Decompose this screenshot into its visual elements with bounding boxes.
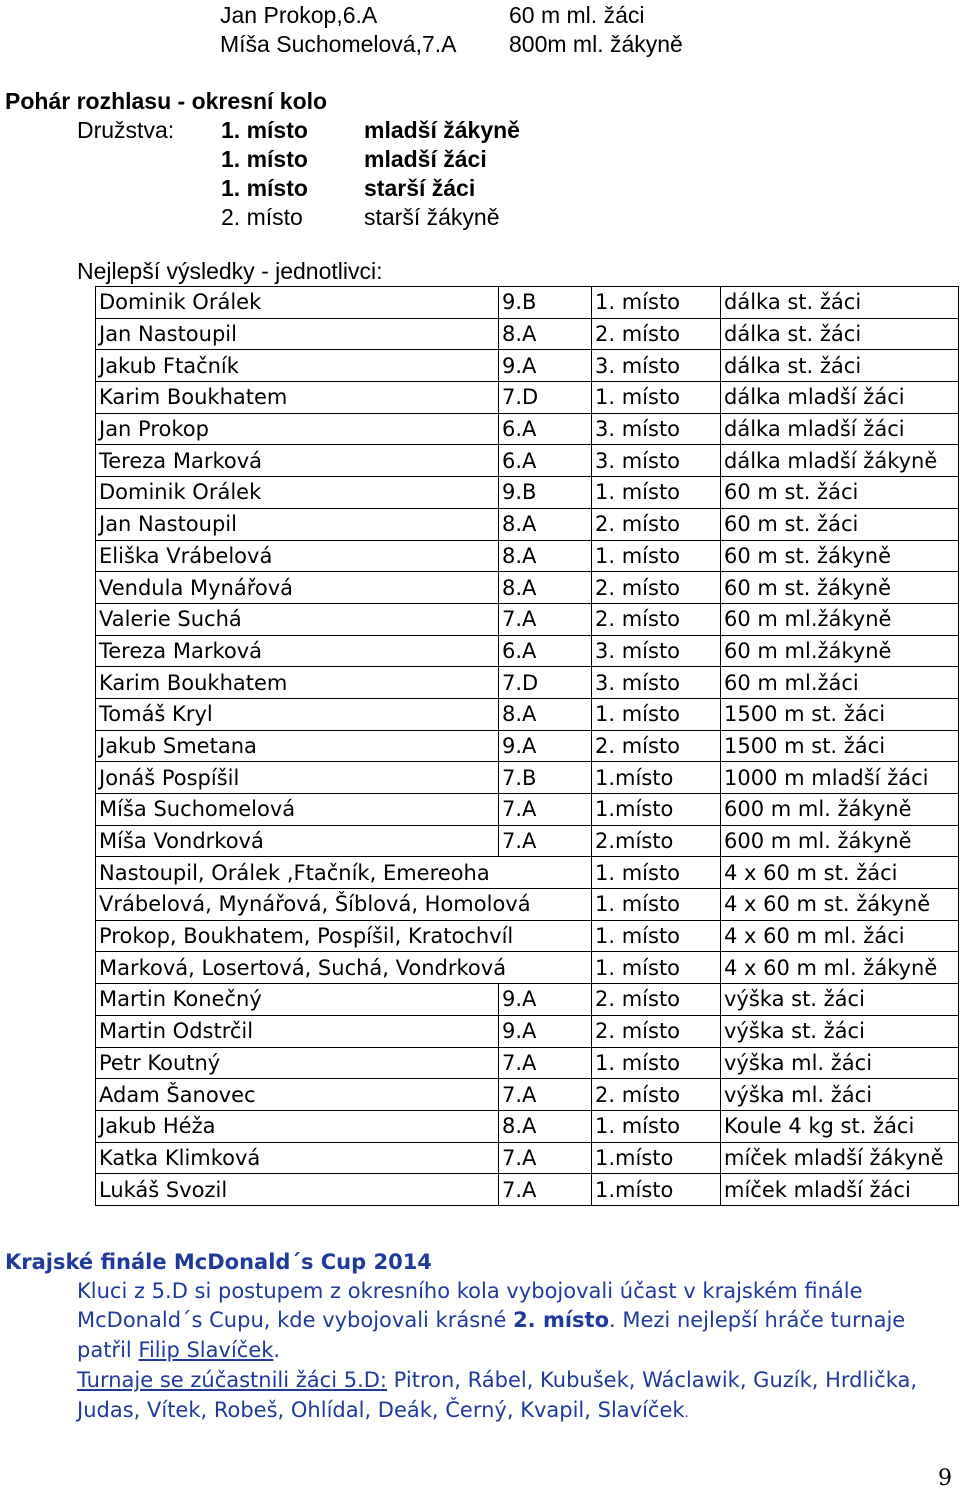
- result-class: 8.A: [499, 572, 592, 604]
- results-row: [96, 794, 959, 826]
- participants-list-2: Judas, Vítek, Robeš, Ohlídal, Deák, Černý, Kvapil, Slavíček: [77, 1398, 685, 1422]
- mcdonald-line-3-text: patřil: [77, 1338, 139, 1362]
- result-event: dálka st. žáci: [721, 318, 959, 350]
- result-name: Tereza Marková: [96, 445, 499, 477]
- top-line-event-1: 60 m ml. žáci: [509, 2, 645, 28]
- results-row: [96, 413, 959, 445]
- results-row: [96, 477, 959, 509]
- result-event: výška st. žáci: [721, 984, 959, 1016]
- result-class: 9.A: [499, 350, 592, 382]
- result-class: 6.A: [499, 413, 592, 445]
- result-place: 3. místo: [592, 445, 721, 477]
- result-class: 7.A: [499, 825, 592, 857]
- team-place: 1. místo: [221, 175, 308, 201]
- result-class: 8.A: [499, 318, 592, 350]
- results-row: [96, 1015, 959, 1047]
- result-name: Karim Boukhatem: [96, 382, 499, 414]
- mcdonald-line-3: [77, 1338, 280, 1362]
- result-place: 1.místo: [592, 794, 721, 826]
- mcdonald-line-4: [77, 1368, 917, 1392]
- mcdonald-line-2-rest: . Mezi nejlepší hráče turnaje: [609, 1308, 906, 1332]
- result-class: 7.A: [499, 794, 592, 826]
- result-place: 1.místo: [592, 1174, 721, 1206]
- top-line-event-2: 800m ml. žákyně: [509, 31, 683, 57]
- result-place: 2. místo: [592, 508, 721, 540]
- result-class: 8.A: [499, 1110, 592, 1142]
- result-place: 2. místo: [592, 572, 721, 604]
- result-place: 2. místo: [592, 1079, 721, 1111]
- results-row: [96, 952, 959, 984]
- result-event: výška ml. žáci: [721, 1047, 959, 1079]
- result-name: Dominik Orálek: [96, 477, 499, 509]
- result-place: 1. místo: [592, 540, 721, 572]
- result-name: Eliška Vrábelová: [96, 540, 499, 572]
- result-event: 4 x 60 m ml. žáci: [721, 920, 959, 952]
- result-place: 2. místo: [592, 318, 721, 350]
- result-place: 1. místo: [592, 1110, 721, 1142]
- result-event: míček mladší žáci: [721, 1174, 959, 1206]
- result-place: 3. místo: [592, 635, 721, 667]
- result-event: dálka st. žáci: [721, 287, 959, 319]
- participants-label: Turnaje se zúčastnili žáci 5.D:: [77, 1368, 387, 1392]
- result-name: Nastoupil, Orálek ,Ftačník, Emereoha: [96, 857, 592, 889]
- result-event: výška st. žáci: [721, 1015, 959, 1047]
- results-row: [96, 603, 959, 635]
- result-event: dálka mladší žáci: [721, 382, 959, 414]
- result-name: Karim Boukhatem: [96, 667, 499, 699]
- results-row: [96, 984, 959, 1016]
- result-event: výška ml. žáci: [721, 1079, 959, 1111]
- result-name: Jan Prokop: [96, 413, 499, 445]
- team-category: starší žáci: [364, 175, 476, 201]
- result-class: 7.B: [499, 762, 592, 794]
- results-row: [96, 1174, 959, 1206]
- result-name: Lukáš Svozil: [96, 1174, 499, 1206]
- result-name: Katka Klimková: [96, 1142, 499, 1174]
- results-row: [96, 730, 959, 762]
- result-class: 7.A: [499, 1047, 592, 1079]
- result-name: Adam Šanovec: [96, 1079, 499, 1111]
- result-name: Tomáš Kryl: [96, 698, 499, 730]
- mcdonald-line-2: [77, 1308, 905, 1332]
- result-event: dálka mladší žákyně: [721, 445, 959, 477]
- result-class: 9.B: [499, 287, 592, 319]
- results-row: [96, 540, 959, 572]
- result-class: 7.D: [499, 667, 592, 699]
- result-name: Míša Vondrková: [96, 825, 499, 857]
- result-name: Petr Koutný: [96, 1047, 499, 1079]
- result-name: Vendula Mynářová: [96, 572, 499, 604]
- mcdonald-title: Krajské finále McDonald´s Cup 2014: [5, 1250, 432, 1274]
- results-row: [96, 698, 959, 730]
- results-row: [96, 1079, 959, 1111]
- result-name: Martin Odstrčil: [96, 1015, 499, 1047]
- result-name: Dominik Orálek: [96, 287, 499, 319]
- result-class: 7.A: [499, 1174, 592, 1206]
- result-place: 1.místo: [592, 1142, 721, 1174]
- mcdonald-line-3-end: .: [273, 1338, 281, 1362]
- result-class: 6.A: [499, 635, 592, 667]
- result-event: Koule 4 kg st. žáci: [721, 1110, 959, 1142]
- result-name: Jonáš Pospíšil: [96, 762, 499, 794]
- mcdonald-line-2-text: McDonald´s Cupu, kde vybojovali krásné: [77, 1308, 514, 1332]
- results-row: [96, 920, 959, 952]
- result-event: 1500 m st. žáci: [721, 698, 959, 730]
- result-name: Tereza Marková: [96, 635, 499, 667]
- result-place: 2. místo: [592, 603, 721, 635]
- team-place: 1. místo: [221, 117, 308, 143]
- result-place: 1. místo: [592, 889, 721, 921]
- result-name: Jakub Ftačník: [96, 350, 499, 382]
- top-line-name-2: Míša Suchomelová,7.A: [220, 31, 457, 57]
- result-place: 1. místo: [592, 382, 721, 414]
- results-row: [96, 572, 959, 604]
- result-event: 4 x 60 m st. žáci: [721, 857, 959, 889]
- result-place: 1. místo: [592, 857, 721, 889]
- result-event: 60 m ml.žákyně: [721, 635, 959, 667]
- result-place: 1. místo: [592, 920, 721, 952]
- result-place: 2. místo: [592, 984, 721, 1016]
- results-row: [96, 889, 959, 921]
- result-class: 8.A: [499, 698, 592, 730]
- top-line-name-1: Jan Prokop,6.A: [220, 2, 378, 28]
- team-category: mladší žákyně: [364, 117, 520, 143]
- team-category: mladší žáci: [364, 146, 487, 172]
- mcdonald-place: 2. místo: [513, 1308, 610, 1332]
- results-row: [96, 635, 959, 667]
- result-class: 9.A: [499, 984, 592, 1016]
- results-row: [96, 1047, 959, 1079]
- results-row: [96, 445, 959, 477]
- result-name: Vrábelová, Mynářová, Šíblová, Homolová: [96, 889, 592, 921]
- results-row: [96, 382, 959, 414]
- team-place: 2. místo: [221, 204, 303, 230]
- participants-end: .: [684, 1406, 689, 1421]
- result-event: 60 m st. žáci: [721, 508, 959, 540]
- results-row: [96, 667, 959, 699]
- result-name: Jakub Héža: [96, 1110, 499, 1142]
- mcdonald-line-5: [77, 1398, 689, 1422]
- team-place: 1. místo: [221, 146, 308, 172]
- result-place: 1. místo: [592, 287, 721, 319]
- result-event: 60 m ml.žákyně: [721, 603, 959, 635]
- result-event: 4 x 60 m st. žákyně: [721, 889, 959, 921]
- results-row: [96, 287, 959, 319]
- results-row: [96, 1110, 959, 1142]
- results-row: [96, 318, 959, 350]
- result-name: Jan Nastoupil: [96, 318, 499, 350]
- result-name: Marková, Losertová, Suchá, Vondrková: [96, 952, 592, 984]
- result-class: 7.A: [499, 1079, 592, 1111]
- individuals-heading: Nejlepší výsledky - jednotlivci:: [77, 258, 383, 284]
- results-row: [96, 857, 959, 889]
- result-place: 1. místo: [592, 477, 721, 509]
- result-place: 3. místo: [592, 413, 721, 445]
- mcdonald-line-1: Kluci z 5.D si postupem z okresního kola vybojovali účast v krajském finále: [77, 1279, 863, 1303]
- result-name: Jakub Smetana: [96, 730, 499, 762]
- result-name: Valerie Suchá: [96, 603, 499, 635]
- result-event: dálka st. žáci: [721, 350, 959, 382]
- result-class: 8.A: [499, 540, 592, 572]
- results-row: [96, 350, 959, 382]
- result-event: 1500 m st. žáci: [721, 730, 959, 762]
- result-name: Prokop, Boukhatem, Pospíšil, Kratochvíl: [96, 920, 592, 952]
- result-name: Míša Suchomelová: [96, 794, 499, 826]
- result-class: 7.D: [499, 382, 592, 414]
- result-name: Martin Konečný: [96, 984, 499, 1016]
- best-player: Filip Slavíček: [138, 1338, 274, 1362]
- result-class: 9.B: [499, 477, 592, 509]
- result-event: 1000 m mladší žáci: [721, 762, 959, 794]
- result-event: dálka mladší žáci: [721, 413, 959, 445]
- result-place: 2. místo: [592, 1015, 721, 1047]
- result-place: 2.místo: [592, 825, 721, 857]
- results-row: [96, 508, 959, 540]
- results-row: [96, 1142, 959, 1174]
- result-place: 1. místo: [592, 1047, 721, 1079]
- result-name: Jan Nastoupil: [96, 508, 499, 540]
- teams-label: Družstva:: [77, 117, 175, 143]
- result-place: 3. místo: [592, 350, 721, 382]
- result-place: 1.místo: [592, 762, 721, 794]
- result-place: 1. místo: [592, 698, 721, 730]
- result-event: 60 m ml.žáci: [721, 667, 959, 699]
- result-class: 9.A: [499, 1015, 592, 1047]
- results-row: [96, 825, 959, 857]
- results-row: [96, 762, 959, 794]
- result-class: 8.A: [499, 508, 592, 540]
- result-event: 60 m st. žákyně: [721, 540, 959, 572]
- page-number: 9: [938, 1466, 952, 1491]
- result-event: 4 x 60 m ml. žákyně: [721, 952, 959, 984]
- result-event: 600 m ml. žákyně: [721, 825, 959, 857]
- result-place: 1. místo: [592, 952, 721, 984]
- result-event: 60 m st. žákyně: [721, 572, 959, 604]
- result-place: 2. místo: [592, 730, 721, 762]
- result-class: 6.A: [499, 445, 592, 477]
- participants-list-1: Pitron, Rábel, Kubušek, Wáclawik, Guzík, Hrdlička,: [387, 1368, 918, 1392]
- result-event: 600 m ml. žákyně: [721, 794, 959, 826]
- result-event: 60 m st. žáci: [721, 477, 959, 509]
- pohar-title: Pohár rozhlasu - okresní kolo: [5, 88, 328, 114]
- result-class: 9.A: [499, 730, 592, 762]
- result-class: 7.A: [499, 1142, 592, 1174]
- results-table: [95, 286, 959, 1206]
- result-place: 3. místo: [592, 667, 721, 699]
- result-event: míček mladší žákyně: [721, 1142, 959, 1174]
- team-category: starší žákyně: [364, 204, 500, 230]
- result-class: 7.A: [499, 603, 592, 635]
